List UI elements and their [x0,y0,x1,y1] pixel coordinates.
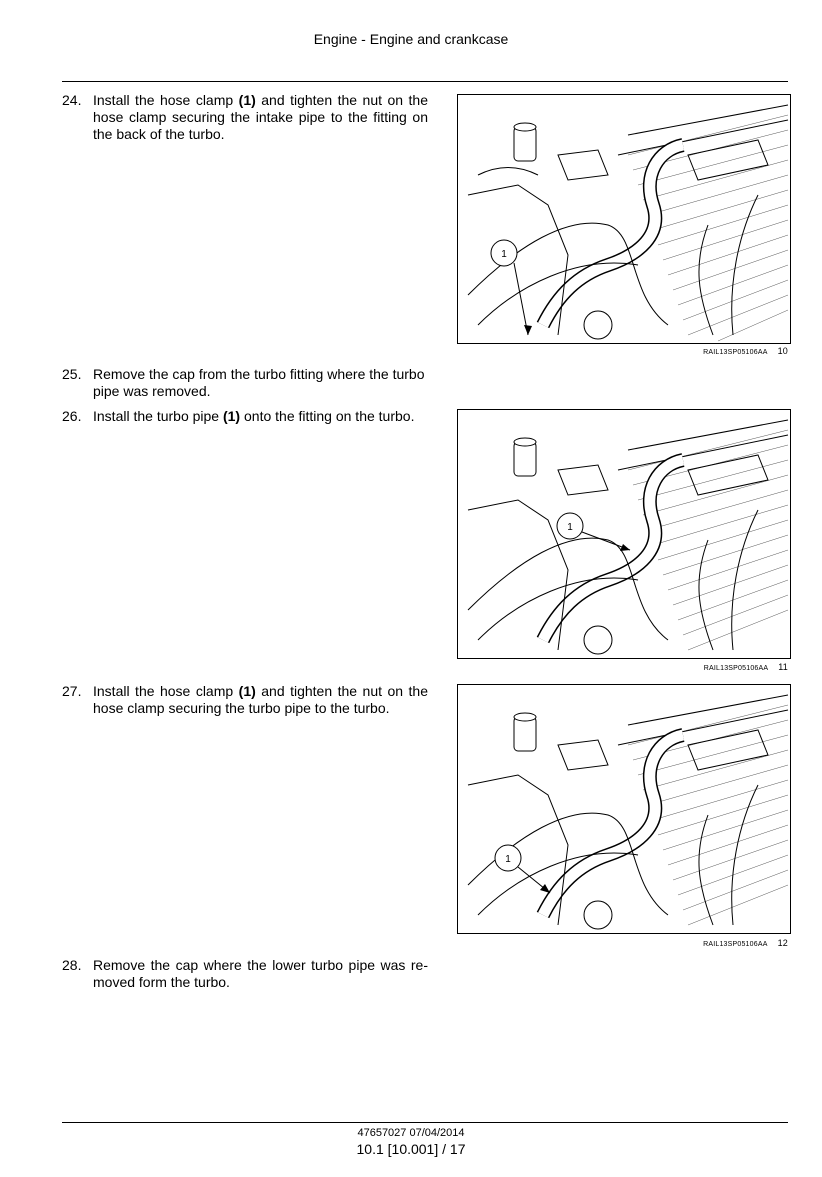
callout-1-marker [491,240,532,335]
figure-12-engine-illustration [457,684,791,934]
step-28 [62,957,428,991]
step-number: 25. [62,366,82,382]
figure-number: 11 [778,662,788,672]
step-number: 27. [62,683,82,699]
figure-ref-code: RAIL13SP05106AA [703,665,769,672]
figure-number: 12 [777,938,788,948]
step-text: Install the hose clamp (1) and tighten the nut on the hose clamp securing the turbo pipe to the turbo. [93,683,428,716]
step-text: Remove the cap where the lower turbo pipe was re-moved form the turbo. [93,957,428,990]
figure-number: 10 [777,346,788,356]
step-27 [62,683,428,717]
step-number: 24. [62,92,82,108]
step-number: 28. [62,957,82,973]
callout-1-marker [557,513,630,551]
figure-10-caption [640,346,788,356]
figure-ref-code: RAIL13SP05106AA [703,941,768,948]
header-divider [62,81,788,82]
engine-drawing [458,410,790,658]
step-25 [62,366,428,400]
figure-ref-code: RAIL13SP05106AA [703,349,768,356]
step-number: 26. [62,408,82,424]
step-24 [62,92,428,143]
footer-page-number: 10.1 [10.001] / 17 [356,1141,466,1157]
step-text: Remove the cap from the turbo fitting where the turbo pipe was removed. [93,366,425,399]
figure-11-caption [640,662,788,672]
page-header: Engine - Engine and crankcase [313,31,509,47]
figure-10-engine-illustration [457,94,791,344]
engine-drawing [458,95,790,343]
engine-drawing [458,685,790,933]
figure-12-caption [640,938,788,948]
step-text: Install the turbo pipe (1) onto the fitting on the turbo. [93,408,415,424]
svg-text:1: 1 [505,854,511,865]
footer-divider [62,1122,788,1123]
svg-text:1: 1 [501,249,507,260]
figure-11-engine-illustration [457,409,791,659]
callout-1-marker [495,845,550,893]
svg-text:1: 1 [567,522,573,533]
step-text: Install the hose clamp (1) and tighten the nut on the hose clamp securing the intake pipe to the fitting on the back of the turbo. [93,92,428,142]
step-26 [62,408,428,425]
footer-doc-number: 47657027 07/04/2014 [357,1127,465,1139]
